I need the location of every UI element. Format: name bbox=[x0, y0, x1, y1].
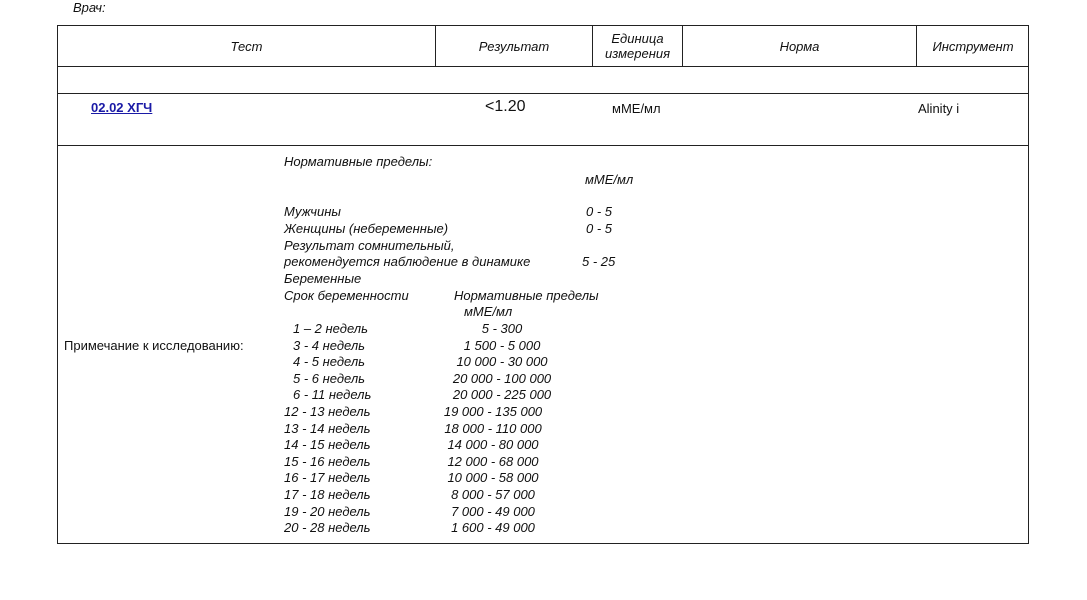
result-value: <1.20 bbox=[485, 98, 526, 115]
pregnancy-range: 20 000 - 100 000 bbox=[452, 370, 552, 386]
pregnancy-row bbox=[284, 321, 561, 338]
note-title: Нормативные пределы: bbox=[284, 154, 433, 169]
header-norm: Норма bbox=[779, 38, 820, 54]
pregnancy-row bbox=[284, 354, 561, 371]
pregnancy-range: 20 000 - 225 000 bbox=[452, 387, 552, 403]
row-divider bbox=[58, 145, 1028, 146]
results-table bbox=[57, 25, 1029, 544]
pregnancy-range: 7 000 - 49 000 bbox=[451, 503, 535, 519]
note-women-value: 0 - 5 bbox=[586, 221, 613, 236]
pregnancy-weeks: 16 - 17 недель bbox=[284, 470, 371, 486]
pregnancy-table bbox=[284, 321, 561, 537]
note-limits-unit: мМЕ/мл bbox=[464, 304, 513, 319]
header-result: Результат bbox=[478, 38, 550, 54]
note-men-value: 0 - 5 bbox=[586, 204, 613, 219]
pregnancy-row bbox=[284, 387, 561, 404]
note-men: Мужчины bbox=[284, 204, 341, 219]
pregnancy-range: 1 600 - 49 000 bbox=[451, 520, 535, 536]
pregnancy-range: 12 000 - 68 000 bbox=[447, 453, 539, 469]
pregnancy-range: 1 500 - 5 000 bbox=[463, 337, 541, 353]
pregnancy-row bbox=[284, 371, 561, 388]
note-doubtful-line2: рекомендуется наблюдение в динамике bbox=[284, 254, 531, 269]
pregnancy-row bbox=[284, 470, 561, 487]
pregnancy-row bbox=[284, 421, 561, 438]
note-doubtful-line1: Результат сомнительный, bbox=[284, 238, 455, 253]
note-women: Женщины (небеременные) bbox=[284, 221, 449, 236]
pregnancy-weeks: 4 - 5 недель bbox=[293, 354, 366, 370]
note-limits-header: Нормативные пределы bbox=[454, 288, 599, 303]
note-doubtful-value: 5 - 25 bbox=[582, 254, 616, 269]
pregnancy-weeks: 5 - 6 недель bbox=[293, 370, 366, 386]
pregnancy-range: 18 000 - 110 000 bbox=[444, 420, 542, 436]
pregnancy-weeks: 15 - 16 недель bbox=[284, 453, 371, 469]
pregnancy-range: 10 000 - 58 000 bbox=[447, 470, 539, 486]
result-unit: мМЕ/мл bbox=[612, 101, 661, 116]
note-unit: мМЕ/мл bbox=[585, 172, 634, 187]
pregnancy-row bbox=[284, 504, 561, 521]
pregnancy-range: 5 - 300 bbox=[481, 321, 523, 336]
header-test: Тест bbox=[230, 38, 263, 54]
header-unit bbox=[593, 26, 682, 66]
header-unit-line1: Единица bbox=[611, 31, 664, 46]
pregnancy-range: 10 000 - 30 000 bbox=[456, 354, 548, 370]
pregnancy-weeks: 6 - 11 недель bbox=[293, 387, 372, 403]
pregnancy-row bbox=[284, 520, 561, 537]
pregnancy-range: 14 000 - 80 000 bbox=[447, 437, 539, 453]
pregnancy-weeks: 14 - 15 недель bbox=[284, 437, 371, 453]
pregnancy-range: 8 000 - 57 000 bbox=[451, 486, 535, 502]
test-link-hcg[interactable]: 02.02 ХГЧ bbox=[91, 100, 153, 115]
pregnancy-weeks: 20 - 28 недель bbox=[284, 520, 371, 536]
pregnancy-range: 19 000 - 135 000 bbox=[443, 403, 543, 419]
pregnancy-weeks: 12 - 13 недель bbox=[284, 403, 371, 419]
instrument-value: Alinity i bbox=[918, 101, 960, 116]
pregnancy-row bbox=[284, 454, 561, 471]
doctor-label: Врач: bbox=[73, 0, 106, 15]
pregnancy-weeks: 17 - 18 недель bbox=[284, 486, 371, 502]
pregnancy-weeks: 19 - 20 недель bbox=[284, 503, 371, 519]
pregnancy-row bbox=[284, 487, 561, 504]
note-label: Примечание к исследованию: bbox=[64, 338, 244, 353]
pregnancy-weeks: 3 - 4 недель bbox=[293, 337, 366, 353]
header-divider bbox=[58, 66, 1028, 67]
pregnancy-weeks: 1 – 2 недель bbox=[293, 321, 368, 336]
pregnancy-row bbox=[284, 404, 561, 421]
pregnancy-row bbox=[284, 338, 561, 355]
header-instrument: Инструмент bbox=[932, 38, 1014, 54]
note-pregnant: Беременные bbox=[284, 271, 362, 286]
header-unit-line2: измерения bbox=[604, 46, 671, 61]
pregnancy-weeks: 13 - 14 недель bbox=[284, 420, 371, 436]
note-term-header: Срок беременности bbox=[284, 288, 409, 303]
row-divider bbox=[58, 93, 1028, 94]
pregnancy-row bbox=[284, 437, 561, 454]
